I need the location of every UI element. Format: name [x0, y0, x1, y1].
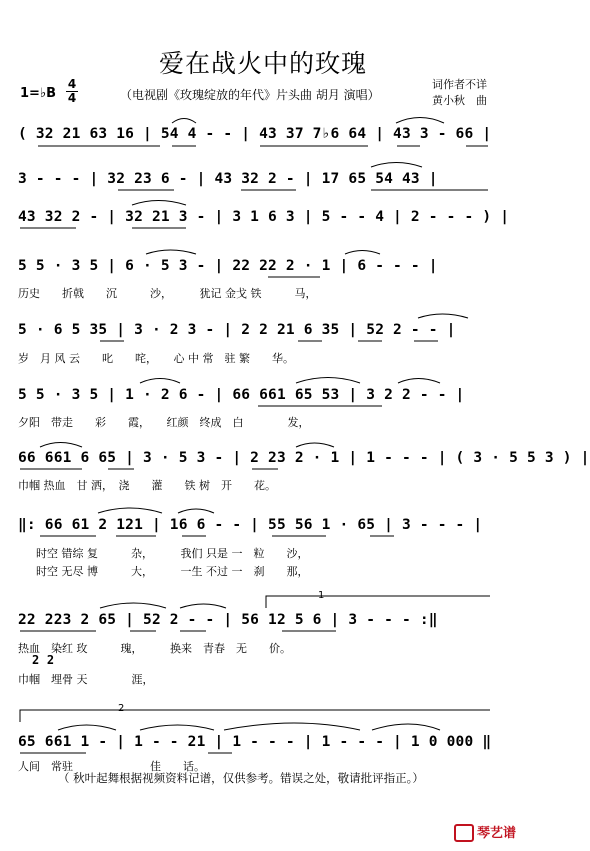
score-row-7: 66 661 6 65 | 3 · 5 3 - | 2 23 2 · 1 | 1 - - - | ( 3 · 5 5 3 ) | [18, 450, 590, 466]
lyrics-row-10: 人间 常驻 佳 话。 [18, 760, 205, 773]
score-row-3: 43 32 2 - | 32 21 3 - | 3 1 6 3 | 5 - - 4 | 2 - - - ) | [18, 209, 510, 225]
lyrics-row-6: 夕阳 带走 彩 霞， 红颜 终成 白 发， [18, 416, 310, 429]
page-title: 爱在战火中的玫瑰 [158, 49, 367, 78]
volta-1-number: 1 [318, 590, 325, 601]
lyrics-row-7: 巾帼 热血 甘 洒， 浇 灌 铁 树 开 花。 [18, 479, 276, 492]
score-row-5: 5 · 6 5 35 | 3 · 2 3 - | 2 2 21 6 35 | 52 2 - - | [18, 322, 456, 338]
lyrics-row-9a: 热血 染红 玫 瑰， 换来 青春 无 价。 [18, 642, 291, 655]
score-row-1: ( 32 21 63 16 | 54 4 - - | 43 37 7♭6 64 | 43 3 - 66 | [18, 126, 492, 142]
lyrics-row-4: 历史 折戟 沉 沙， 犹记 金戈 铁 马， [18, 287, 317, 300]
score-row-2: 3 - - - | 32 23 6 - | 43 32 2 - | 17 65 54 43 | [18, 171, 438, 187]
score-row-8: ‖: 66 61 2 121 | 16 6 - - | 55 56 1 · 65 | 3 - - - | [18, 517, 483, 533]
lyricist-credit: 词作者不详 [432, 78, 487, 91]
composer-credit: 黄小秋 曲 [432, 94, 487, 107]
score-row-4: 5 5 · 3 5 | 6 · 5 3 - | 22 22 2 · 1 | 6 - - - | [18, 258, 438, 274]
time-numerator: 4 [67, 77, 77, 91]
alt-notes: 2 2 [32, 653, 55, 667]
logo-text: 琴艺谱 [477, 826, 517, 841]
score-row-10: 65 661 1 - | 1 - - 21 | 1 - - - | 1 - - - | 1 0 000 ‖ [18, 734, 492, 750]
lyrics-row-9b: 巾帼 埋骨 天 涯， [18, 673, 154, 686]
score-row-6: 5 5 · 3 5 | 1 · 2 6 - | 66 661 65 53 | 3 2 2 - - | [18, 387, 465, 403]
lyrics-row-5: 岁 月 风 云 叱 咤， 心 中 常 驻 繁 华。 [18, 352, 294, 365]
subtitle: （电视剧《玫瑰绽放的年代》片头曲 胡月 演唱） [120, 88, 380, 102]
volta-2-number: 2 [118, 703, 125, 714]
time-denominator: 4 [67, 91, 77, 105]
lyrics-row-8b: 时空 无尽 博 大， 一生 不过 一 刹 那， [36, 565, 309, 578]
lyrics-row-8a: 时空 错综 复 杂， 我们 只是 一 粒 沙， [36, 547, 309, 560]
key-signature: 1=♭B [20, 86, 56, 101]
footer-note: （ 秋叶起舞根据视频资料记谱，仅供参考。错误之处，敬请批评指正。） [58, 771, 424, 785]
score-row-9: 22 223 2 65 | 52 2 - - | 56 12 5 6 | 3 - - - :‖ [18, 612, 438, 628]
